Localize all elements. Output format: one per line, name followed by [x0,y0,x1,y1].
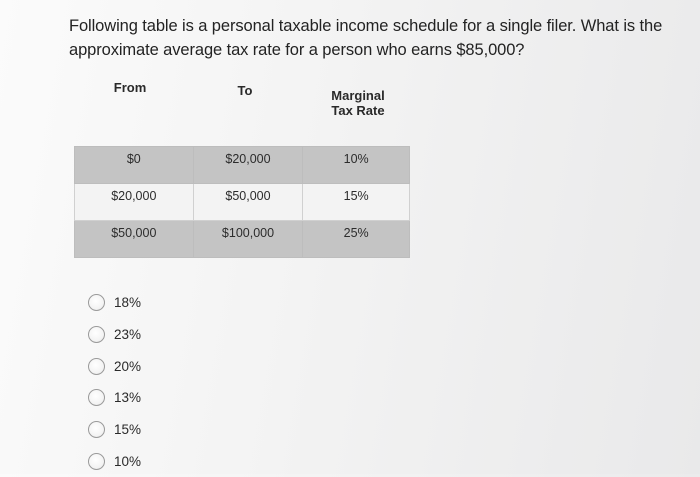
table-row [75,147,410,184]
column-header-from: From [113,80,147,95]
answer-option-label: 20% [114,358,142,374]
column-header-to: To [237,83,253,98]
table-row [75,221,410,258]
answer-option-label: 23% [114,327,142,343]
answer-option[interactable] [88,319,141,351]
table-cell-to: $100,000 [193,221,303,258]
table-cell-from: $0 [75,147,194,184]
answer-option[interactable] [88,287,141,319]
answer-option[interactable] [88,382,141,414]
tax-schedule-table [74,146,410,258]
radio-button[interactable] [88,294,105,311]
table-cell-rate: 15% [303,184,410,221]
table-cell-to: $20,000 [193,147,303,184]
radio-button[interactable] [88,389,105,406]
column-header-marginal-tax-rate [318,88,398,118]
radio-button[interactable] [88,358,105,375]
answer-option[interactable] [88,350,141,382]
radio-button[interactable] [88,453,105,470]
column-header-rate-line2: Tax Rate [331,103,385,118]
table-cell-from: $20,000 [75,184,194,221]
column-header-rate-line1: Marginal [331,88,385,103]
answer-option-label: 10% [114,453,142,469]
table-cell-from: $50,000 [75,221,194,258]
table-cell-rate: 10% [303,147,410,184]
answer-option-label: 18% [114,295,142,311]
answer-options [88,287,141,477]
table-row [75,184,410,221]
table-cell-to: $50,000 [193,184,303,221]
answer-option-label: 15% [114,422,142,438]
radio-button[interactable] [88,326,105,343]
answer-option[interactable] [88,445,141,477]
answer-option[interactable] [88,414,141,446]
radio-button[interactable] [88,421,105,438]
table-cell-rate: 25% [303,221,410,258]
answer-option-label: 13% [114,390,142,406]
question-text: Following table is a personal taxable income schedule for a single filer. What is the approximate average tax rate for a person who earns $85,000? [69,17,663,59]
